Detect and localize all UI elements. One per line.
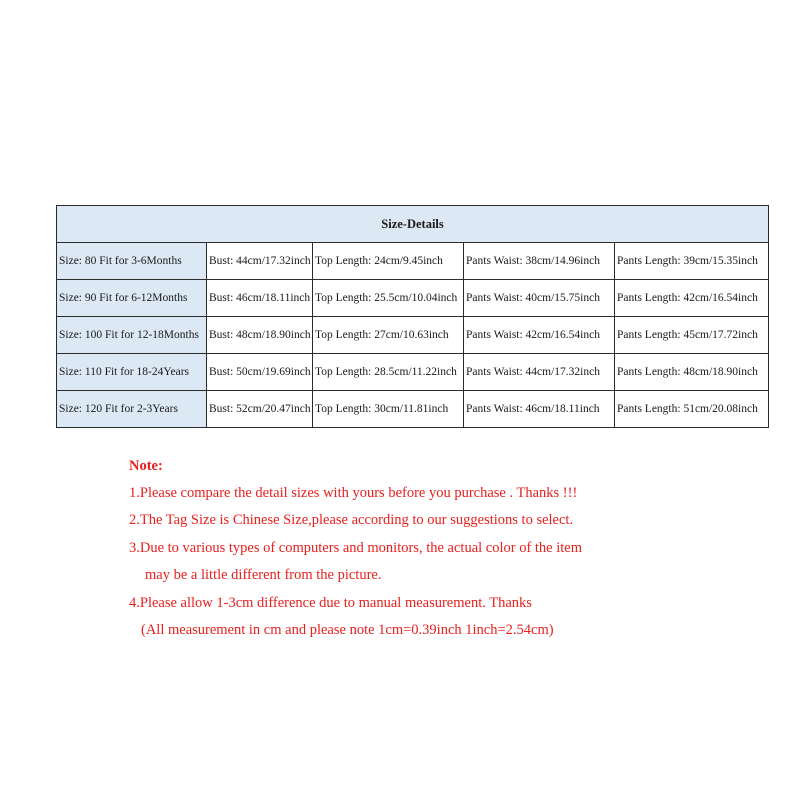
bust-cell: Bust: 44cm/17.32inch (207, 243, 313, 280)
bust-cell: Bust: 50cm/19.69inch (207, 354, 313, 391)
note-line: 4.Please allow 1-3cm difference due to manual measurement. Thanks (129, 594, 532, 611)
table-row (57, 354, 769, 391)
top-length-cell: Top Length: 28.5cm/11.22inch (313, 354, 464, 391)
top-length-cell: Top Length: 24cm/9.45inch (313, 243, 464, 280)
pants-length-cell: Pants Length: 39cm/15.35inch (615, 243, 769, 280)
pants-length-cell: Pants Length: 51cm/20.08inch (615, 391, 769, 428)
table-row (57, 391, 769, 428)
pants-length-cell: Pants Length: 45cm/17.72inch (615, 317, 769, 354)
table-row (57, 317, 769, 354)
top-length-cell: Top Length: 25.5cm/10.04inch (313, 280, 464, 317)
note-heading: Note: (129, 458, 163, 474)
size-cell: Size: 100 Fit for 12-18Months (57, 317, 207, 354)
size-cell: Size: 80 Fit for 3-6Months (57, 243, 207, 280)
pants-waist-cell: Pants Waist: 44cm/17.32inch (464, 354, 615, 391)
bust-cell: Bust: 52cm/20.47inch (207, 391, 313, 428)
table-row (57, 280, 769, 317)
note-line: may be a little different from the picture. (145, 567, 382, 584)
note-line: 2.The Tag Size is Chinese Size,please according to our suggestions to select. (129, 512, 574, 529)
top-length-cell: Top Length: 27cm/10.63inch (313, 317, 464, 354)
size-cell: Size: 90 Fit for 6-12Months (57, 280, 207, 317)
size-details-table (56, 205, 769, 428)
size-cell: Size: 120 Fit for 2-3Years (57, 391, 207, 428)
note-line: 3.Due to various types of computers and monitors, the actual color of the item (129, 539, 583, 556)
bust-cell: Bust: 48cm/18.90inch (207, 317, 313, 354)
note-line: (All measurement in cm and please note 1cm=0.39inch 1inch=2.54cm) (141, 621, 554, 638)
bust-cell: Bust: 46cm/18.11inch (207, 280, 313, 317)
table-title-row (57, 206, 769, 243)
pants-length-cell: Pants Length: 42cm/16.54inch (615, 280, 769, 317)
note-line: 1.Please compare the detail sizes with yours before you purchase . Thanks !!! (129, 485, 578, 501)
size-cell: Size: 110 Fit for 18-24Years (57, 354, 207, 391)
notes-section (129, 455, 729, 646)
table-row (57, 243, 769, 280)
pants-waist-cell: Pants Waist: 40cm/15.75inch (464, 280, 615, 317)
pants-waist-cell: Pants Waist: 46cm/18.11inch (464, 391, 615, 428)
top-length-cell: Top Length: 30cm/11.81inch (313, 391, 464, 428)
pants-waist-cell: Pants Waist: 42cm/16.54inch (464, 317, 615, 354)
pants-length-cell: Pants Length: 48cm/18.90inch (615, 354, 769, 391)
pants-waist-cell: Pants Waist: 38cm/14.96inch (464, 243, 615, 280)
table-title: Size-Details (57, 206, 769, 243)
